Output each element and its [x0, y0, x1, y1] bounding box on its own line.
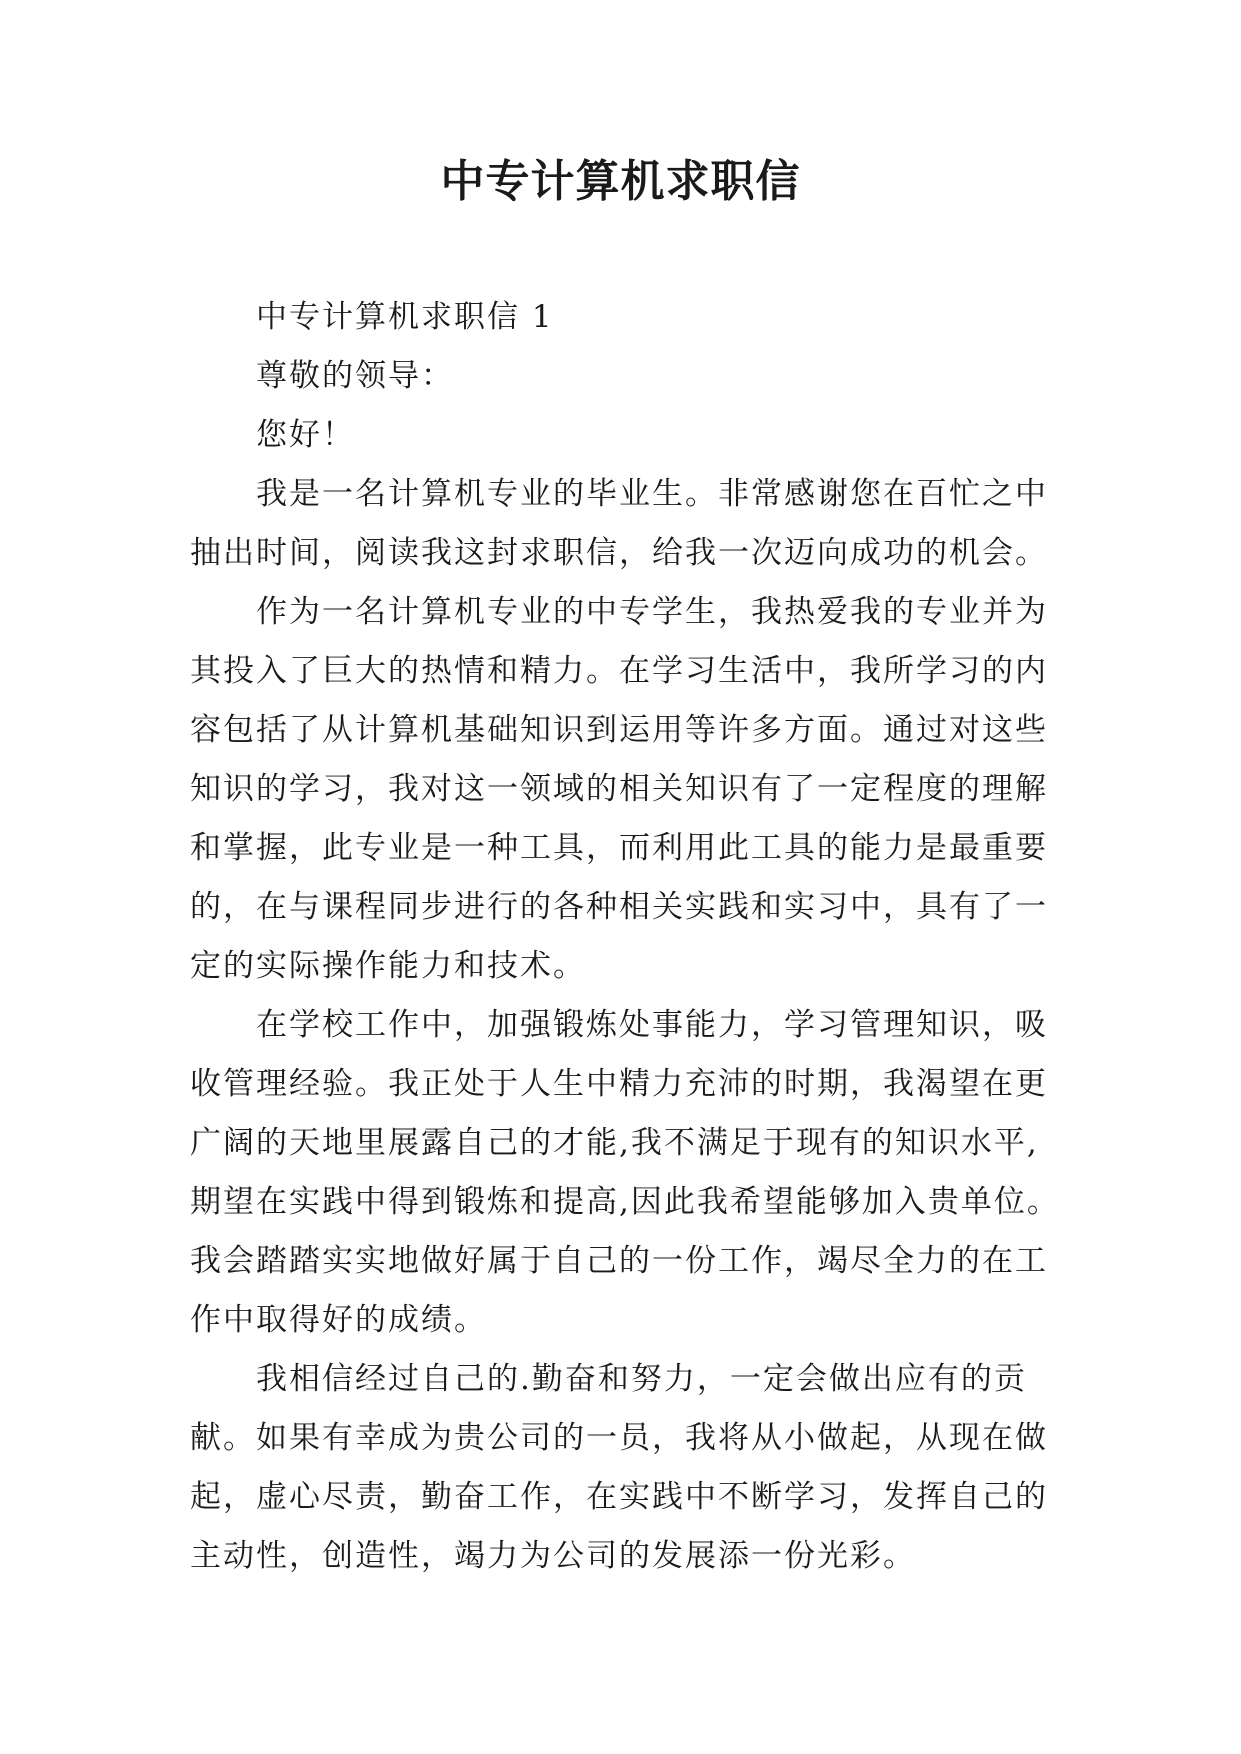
paragraph-4-line: 起，虚心尽责，勤奋工作，在实践中不断学习，发挥自己的 — [190, 1479, 1048, 1515]
paragraph-4-line: 我相信经过自己的.勤奋和努力，一定会做出应有的贡 — [256, 1361, 1027, 1397]
paragraph-2-line: 容包括了从计算机基础知识到运用等许多方面。通过对这些 — [190, 712, 1048, 748]
paragraph-3-line: 作中取得好的成绩。 — [190, 1302, 487, 1338]
paragraph-1-line: 我是一名计算机专业的毕业生。非常感谢您在百忙之中 — [256, 476, 1048, 512]
paragraph-1-line: 抽出时间，阅读我这封求职信，给我一次迈向成功的机会。 — [190, 535, 1048, 571]
paragraph-3-line: 期望在实践中得到锻炼和提高,因此我希望能够加入贵单位。 — [190, 1184, 1060, 1220]
paragraph-4-line: 献。如果有幸成为贵公司的一员，我将从小做起，从现在做 — [190, 1420, 1048, 1456]
paragraph-2-line: 和掌握，此专业是一种工具，而利用此工具的能力是最重要 — [190, 830, 1048, 866]
salutation-line: 尊敬的领导： — [256, 358, 454, 394]
document-title: 中专计算机求职信 — [440, 156, 801, 207]
greeting-line: 您好！ — [256, 417, 355, 453]
paragraph-2-line: 定的实际操作能力和技术。 — [190, 948, 586, 984]
paragraph-3-line: 广阔的天地里展露自己的才能,我不满足于现有的知识水平, — [190, 1125, 1039, 1161]
paragraph-2-line: 知识的学习，我对这一领域的相关知识有了一定程度的理解 — [190, 771, 1048, 807]
subtitle-line: 中专计算机求职信 1 — [256, 299, 554, 335]
paragraph-2-line: 作为一名计算机专业的中专学生，我热爱我的专业并为 — [256, 594, 1048, 630]
paragraph-2-line: 的，在与课程同步进行的各种相关实践和实习中，具有了一 — [190, 889, 1048, 925]
paragraph-3-line: 在学校工作中，加强锻炼处事能力，学习管理知识，吸 — [256, 1007, 1048, 1043]
letter-body — [190, 288, 1060, 1586]
paragraph-2-line: 其投入了巨大的热情和精力。在学习生活中，我所学习的内 — [190, 653, 1048, 689]
paragraph-3-line: 收管理经验。我正处于人生中精力充沛的时期，我渴望在更 — [190, 1066, 1048, 1102]
paragraph-3-line: 我会踏踏实实地做好属于自己的一份工作，竭尽全力的在工 — [190, 1243, 1048, 1279]
paragraph-4-line: 主动性，创造性，竭力为公司的发展添一份光彩。 — [190, 1538, 916, 1574]
